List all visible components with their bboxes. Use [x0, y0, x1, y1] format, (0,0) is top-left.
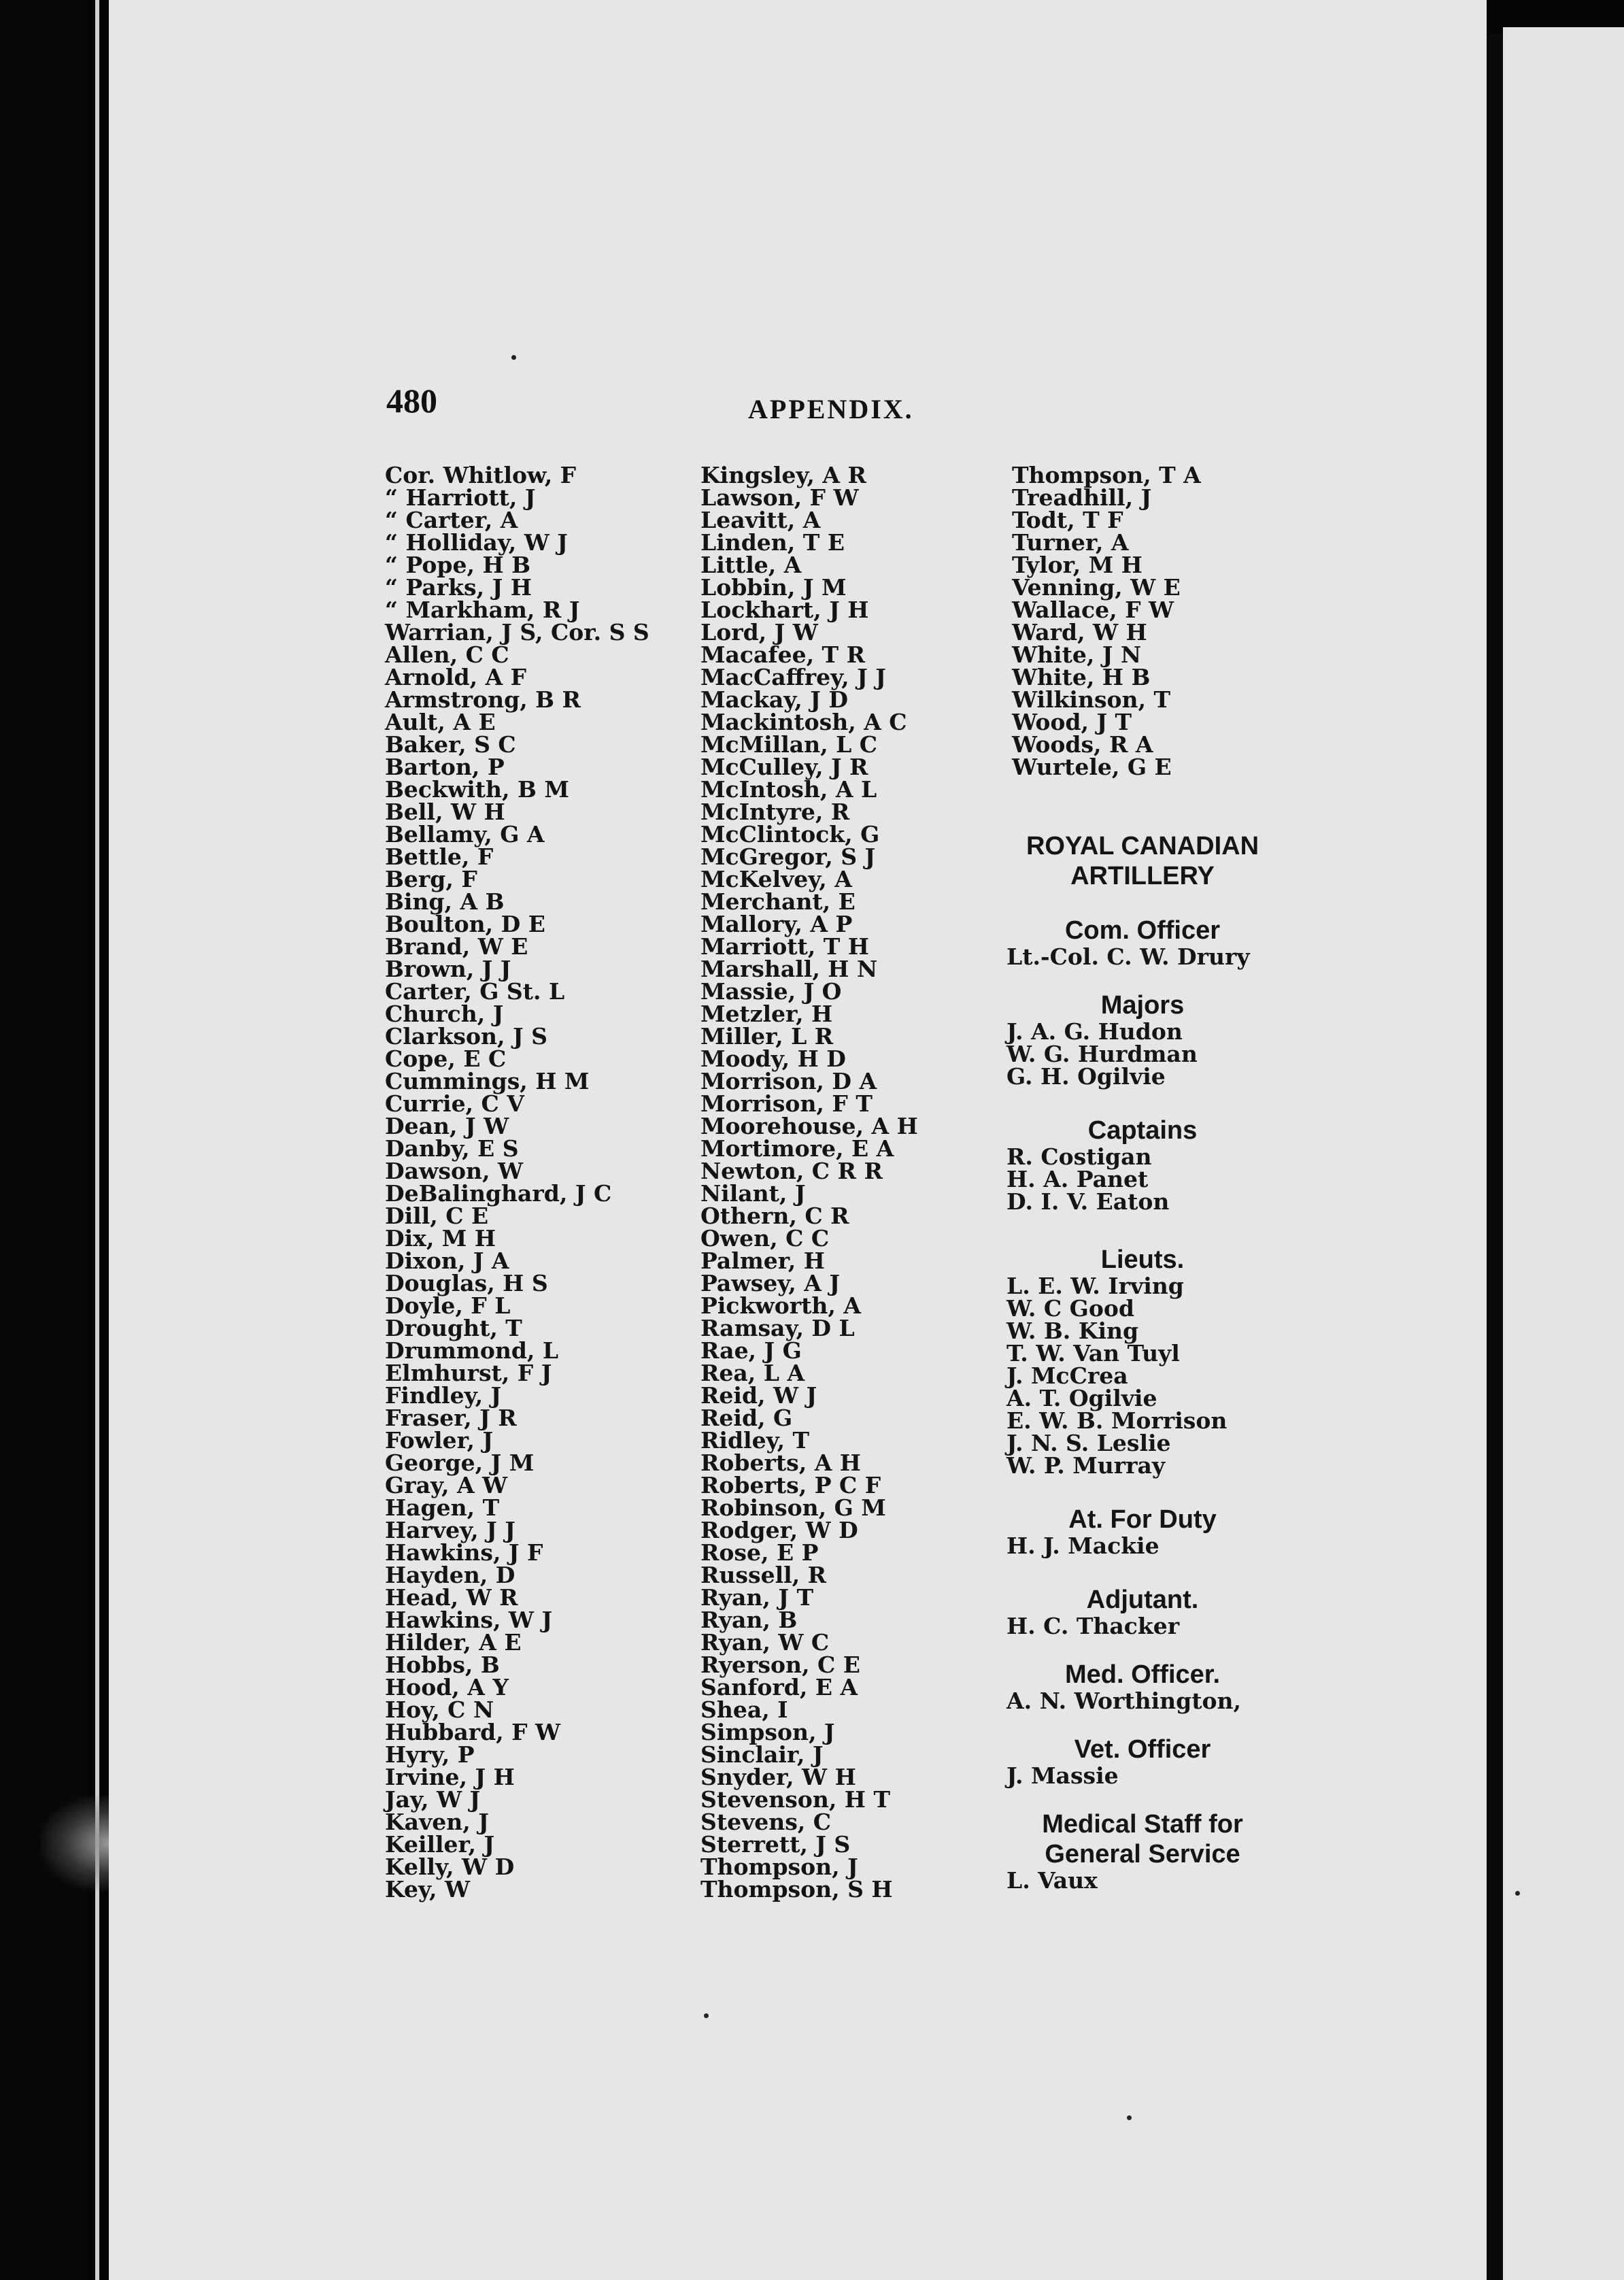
roster-name: Rea, L A	[700, 1360, 805, 1386]
roster-name: Pawsey, A J	[700, 1270, 840, 1296]
roster-name: Hoy, C N	[385, 1696, 494, 1723]
roster-name: Brand, W E	[385, 933, 528, 960]
roster-name: Snyder, W H	[700, 1764, 856, 1790]
section-heading: Med. Officer.	[1064, 1660, 1221, 1689]
officer-name: J. McCrea	[1006, 1362, 1128, 1389]
roster-name: Hyry, P	[385, 1741, 475, 1768]
section-heading: Captains	[1087, 1116, 1198, 1145]
officer-name: W. G. Hurdman	[1006, 1041, 1198, 1067]
roster-name: Cope, E C	[385, 1045, 507, 1072]
roster-name: Rose, E P	[700, 1539, 819, 1566]
roster-name: George, J M	[385, 1449, 535, 1476]
page-title: APPENDIX.	[748, 394, 914, 424]
roster-name: Carter, G St. L	[385, 978, 565, 1005]
roster-name: Boulton, D E	[385, 911, 545, 937]
roster-name: Harvey, J J	[385, 1517, 515, 1543]
ink-speck	[511, 355, 516, 360]
roster-name: Hayden, D	[385, 1562, 515, 1588]
roster-name: Moorehouse, A H	[700, 1113, 918, 1139]
roster-name: Berg, F	[385, 866, 477, 892]
roster-name: Ward, W H	[1012, 619, 1147, 646]
roster-name: Keiller, J	[385, 1831, 495, 1858]
roster-name: Irvine, J H	[385, 1764, 515, 1790]
roster-name: Cummings, H M	[385, 1068, 590, 1094]
roster-name: Stevens, C	[700, 1809, 832, 1835]
roster-name: Warrian, J S, Cor. S S	[385, 619, 649, 646]
roster-name: “ Markham, R J	[385, 597, 580, 623]
roster-name: Ryan, B	[700, 1607, 798, 1633]
section-lieuts	[1006, 1245, 1279, 1477]
roster-name: Metzler, H	[700, 1001, 833, 1027]
section-heading: Majors	[1100, 991, 1185, 1020]
rca-title-line-1: ROYAL CANADIAN	[1026, 832, 1259, 860]
roster-name: Roberts, A H	[700, 1449, 861, 1476]
roster-name: Thompson, S H	[700, 1876, 893, 1902]
roster-name: Sinclair, J	[700, 1741, 824, 1768]
roster-name: Marshall, H N	[700, 956, 878, 982]
roster-name: Rodger, W D	[700, 1517, 858, 1543]
ink-speck	[704, 2013, 709, 2018]
roster-name: Lockhart, J H	[700, 597, 869, 623]
roster-name: Linden, T E	[700, 529, 845, 556]
roster-name: Reid, W J	[700, 1382, 817, 1409]
rca-title	[1006, 831, 1279, 891]
roster-name: Pickworth, A	[700, 1292, 861, 1319]
roster-name: Ryerson, C E	[700, 1652, 860, 1678]
section-heading: Lieuts.	[1100, 1245, 1185, 1274]
roster-name: Roberts, P C F	[700, 1472, 881, 1498]
section-captains	[1006, 1116, 1279, 1213]
roster-name: Hood, A Y	[385, 1674, 509, 1700]
roster-name: Currie, C V	[385, 1090, 524, 1117]
officer-name: H. J. Mackie	[1006, 1532, 1160, 1559]
officer-name: L. Vaux	[1006, 1867, 1098, 1894]
roster-name: White, H B	[1012, 664, 1151, 690]
section-heading: At. For Duty	[1068, 1505, 1217, 1534]
roster-name: Fowler, J	[385, 1427, 494, 1454]
roster-name: Tylor, M H	[1012, 552, 1143, 578]
roster-name: Sanford, E A	[700, 1674, 858, 1700]
roster-name: Mackay, J D	[700, 686, 848, 713]
roster-name: McCulley, J R	[700, 754, 868, 780]
roster-name: McIntyre, R	[700, 799, 850, 825]
roster-name: Morrison, F T	[700, 1090, 873, 1117]
roster-name: Hagen, T	[385, 1494, 500, 1521]
roster-name: Baker, S C	[385, 731, 516, 758]
officer-name: G. H. Ogilvie	[1006, 1063, 1166, 1090]
roster-name: “ Carter, A	[385, 507, 518, 533]
roster-name: Leavitt, A	[700, 507, 821, 533]
roster-name: Beckwith, B M	[385, 776, 569, 803]
roster-name: Thompson, J	[700, 1854, 858, 1880]
section-med-officer	[1006, 1660, 1279, 1712]
roster-name: Bell, W H	[385, 799, 505, 825]
name-column-3	[1012, 464, 1201, 778]
roster-name: Barton, P	[385, 754, 505, 780]
adjacent-page	[1503, 27, 1624, 2280]
roster-name: Shea, I	[700, 1696, 788, 1723]
roster-name: Hobbs, B	[385, 1652, 500, 1678]
roster-name: Wilkinson, T	[1012, 686, 1171, 713]
section-heading: Com. Officer	[1064, 916, 1221, 945]
roster-name: DeBalinghard, J C	[385, 1180, 612, 1207]
roster-name: Macafee, T R	[700, 641, 866, 668]
section-heading: Adjutant.	[1086, 1586, 1199, 1614]
roster-name: McClintock, G	[700, 821, 880, 848]
roster-name: White, J N	[1012, 641, 1142, 668]
roster-name: Nilant, J	[700, 1180, 806, 1207]
roster-name: Armstrong, B R	[385, 686, 581, 713]
officer-name: W. B. King	[1006, 1318, 1139, 1344]
roster-name: Hawkins, J F	[385, 1539, 543, 1566]
roster-name: Mallory, A P	[700, 911, 853, 937]
roster-name: Mackintosh, A C	[700, 709, 907, 735]
roster-name: Thompson, T A	[1012, 462, 1201, 488]
roster-name: Drummond, L	[385, 1337, 559, 1364]
rca-title-line-2: ARTILLERY	[1070, 862, 1215, 890]
roster-name: Kaven, J	[385, 1809, 489, 1835]
roster-name: Othern, C R	[700, 1203, 849, 1229]
roster-name: Morrison, D A	[700, 1068, 877, 1094]
roster-name: McMillan, L C	[700, 731, 878, 758]
roster-name: Turner, A	[1012, 529, 1129, 556]
section-com-officer	[1006, 916, 1279, 968]
roster-name: Owen, C C	[700, 1225, 830, 1252]
roster-name: Doyle, F L	[385, 1292, 511, 1319]
roster-name: Marriott, T H	[700, 933, 869, 960]
ink-speck	[1515, 1891, 1520, 1896]
roster-name: Dean, J W	[385, 1113, 509, 1139]
section-heading: Vet. Officer	[1074, 1735, 1211, 1764]
section-heading: Medical Staff for General Service	[1042, 1810, 1243, 1868]
roster-name: Bing, A B	[385, 888, 505, 915]
roster-name: Kelly, W D	[385, 1854, 515, 1880]
roster-name: Venning, W E	[1012, 574, 1181, 601]
officer-name: A. T. Ogilvie	[1006, 1385, 1157, 1411]
roster-name: Wallace, F W	[1012, 597, 1174, 623]
roster-name: Hubbard, F W	[385, 1719, 561, 1745]
roster-name: Dix, M H	[385, 1225, 496, 1252]
roster-name: Cor. Whitlow, F	[385, 462, 577, 488]
roster-name: Drought, T	[385, 1315, 522, 1341]
officer-name: J. Massie	[1006, 1762, 1119, 1789]
roster-name: Gray, A W	[385, 1472, 508, 1498]
roster-name: Fraser, J R	[385, 1405, 517, 1431]
roster-name: McKelvey, A	[700, 866, 852, 892]
roster-name: Danby, E S	[385, 1135, 519, 1162]
officer-name: A. N. Worthington,	[1006, 1688, 1241, 1714]
officer-name: W. C Good	[1006, 1295, 1134, 1322]
roster-name: Miller, L R	[700, 1023, 834, 1050]
roster-name: Dill, C E	[385, 1203, 489, 1229]
roster-name: “ Pope, H B	[385, 552, 531, 578]
roster-name: Douglas, H S	[385, 1270, 548, 1296]
roster-name: “ Holliday, W J	[385, 529, 568, 556]
ink-speck	[1127, 2115, 1132, 2120]
officer-name: H. A. Panet	[1006, 1166, 1149, 1192]
roster-name: Arnold, A F	[385, 664, 527, 690]
roster-name: Newton, C R R	[700, 1158, 883, 1184]
roster-name: Ryan, W C	[700, 1629, 830, 1656]
roster-name: Todt, T F	[1012, 507, 1123, 533]
section-vet-officer	[1006, 1734, 1279, 1787]
roster-name: Ramsay, D L	[700, 1315, 855, 1341]
section-at-for-duty	[1006, 1505, 1279, 1557]
book-edge	[95, 0, 99, 2280]
roster-name: Ryan, J T	[700, 1584, 814, 1611]
roster-name: Little, A	[700, 552, 802, 578]
roster-name: Dawson, W	[385, 1158, 524, 1184]
roster-name: Stevenson, H T	[700, 1786, 891, 1813]
officer-name: H. C. Thacker	[1006, 1613, 1180, 1639]
officer-name: W. P. Murray	[1006, 1452, 1166, 1479]
officer-name: L. E. W. Irving	[1006, 1273, 1184, 1299]
officer-name: J. A. G. Hudon	[1006, 1018, 1183, 1045]
section-adjutant	[1006, 1585, 1279, 1637]
roster-name: “ Parks, J H	[385, 574, 532, 601]
roster-name: Lobbin, J M	[700, 574, 847, 601]
officer-name: R. Costigan	[1006, 1143, 1152, 1170]
roster-name: Bellamy, G A	[385, 821, 545, 848]
roster-name: Robinson, G M	[700, 1494, 886, 1521]
section-medical-staff	[1006, 1809, 1279, 1892]
roster-name: Moody, H D	[700, 1045, 846, 1072]
roster-name: Palmer, H	[700, 1247, 825, 1274]
roster-name: Mortimore, E A	[700, 1135, 894, 1162]
roster-name: Lawson, F W	[700, 484, 859, 511]
roster-name: MacCaffrey, J J	[700, 664, 886, 690]
name-column-1	[385, 464, 649, 1900]
roster-name: Church, J	[385, 1001, 504, 1027]
roster-name: Wood, J T	[1012, 709, 1132, 735]
officer-name: Lt.-Col. C. W. Drury	[1006, 943, 1250, 970]
roster-name: Treadhill, J	[1012, 484, 1152, 511]
officer-name: D. I. V. Eaton	[1006, 1188, 1170, 1215]
roster-name: Lord, J W	[700, 619, 818, 646]
roster-name: McIntosh, A L	[700, 776, 877, 803]
roster-name: Ault, A E	[385, 709, 496, 735]
roster-name: Sterrett, J S	[700, 1831, 851, 1858]
roster-name: Jay, W J	[385, 1786, 481, 1813]
roster-name: Brown, J J	[385, 956, 511, 982]
officer-name: J. N. S. Leslie	[1006, 1430, 1171, 1456]
officer-name: E. W. B. Morrison	[1006, 1407, 1228, 1434]
roster-name: Woods, R A	[1012, 731, 1153, 758]
roster-name: Simpson, J	[700, 1719, 835, 1745]
name-column-2	[700, 464, 918, 1900]
roster-name: Ridley, T	[700, 1427, 810, 1454]
roster-name: Kingsley, A R	[700, 462, 866, 488]
roster-name: “ Harriott, J	[385, 484, 536, 511]
page-number: 480	[386, 382, 437, 420]
roster-name: Findley, J	[385, 1382, 502, 1409]
roster-name: Merchant, E	[700, 888, 856, 915]
roster-name: Massie, J O	[700, 978, 842, 1005]
roster-name: Rae, J G	[700, 1337, 802, 1364]
page-gutter	[1487, 34, 1503, 2280]
roster-name: Elmhurst, F J	[385, 1360, 552, 1386]
roster-name: Allen, C C	[385, 641, 509, 668]
roster-name: Key, W	[385, 1876, 471, 1902]
roster-name: Clarkson, J S	[385, 1023, 547, 1050]
roster-name: Russell, R	[700, 1562, 827, 1588]
section-majors	[1006, 990, 1279, 1088]
roster-name: Wurtele, G E	[1012, 754, 1172, 780]
roster-name: Reid, G	[700, 1405, 793, 1431]
roster-name: Dixon, J A	[385, 1247, 509, 1274]
roster-name: Head, W R	[385, 1584, 518, 1611]
roster-name: Hilder, A E	[385, 1629, 522, 1656]
roster-name: Bettle, F	[385, 843, 494, 870]
roster-name: McGregor, S J	[700, 843, 876, 870]
scan-left-margin	[0, 0, 88, 2280]
officer-name: T. W. Van Tuyl	[1006, 1340, 1180, 1367]
roster-name: Hawkins, W J	[385, 1607, 553, 1633]
